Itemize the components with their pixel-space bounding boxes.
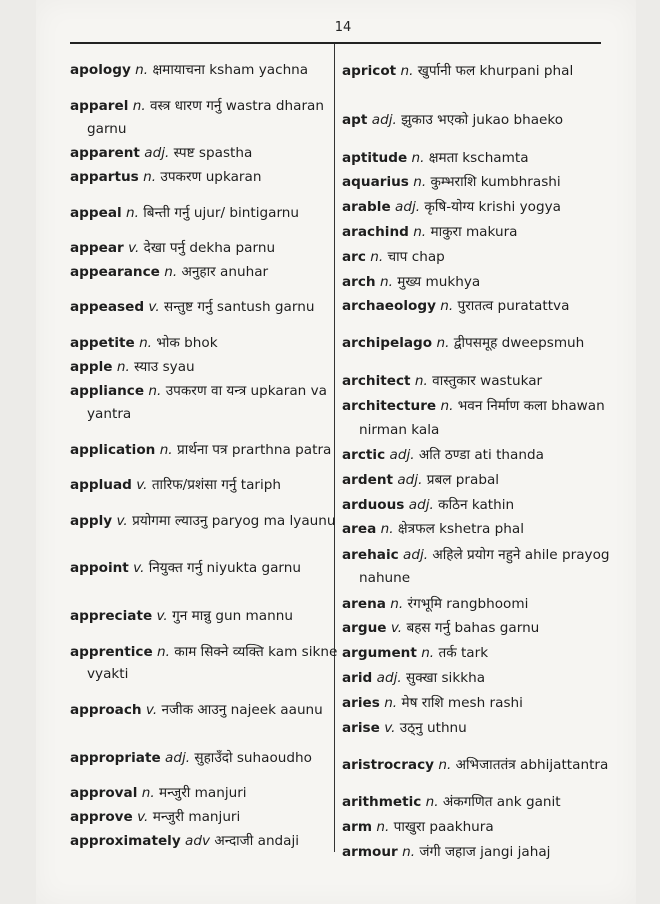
dictionary-entry — [342, 245, 610, 270]
entry-headword: arise — [342, 719, 380, 736]
entry-meaning: नजीक आउनु najeek aaunu — [161, 702, 323, 719]
entry-meaning: अंकगणित ank ganit — [442, 793, 561, 810]
entry-headword: arable — [342, 199, 391, 216]
entry-meaning: झुकाउ भएको jukao bhaeko — [401, 112, 564, 129]
entry-meaning: अभिजाततंत्र abhijattantra — [455, 756, 609, 773]
entry-part-of-speech: adj. — [395, 199, 421, 216]
entry-part-of-speech: n. — [116, 358, 130, 375]
entry-meaning: मन्जुरी manjuri — [158, 785, 247, 802]
entry-meaning: नियुक्त गर्नु niyukta garnu — [148, 560, 302, 577]
header-rule — [70, 42, 601, 44]
entry-headword: apply — [70, 512, 113, 529]
entry-headword: appreciate — [70, 607, 153, 624]
entry-headword: apparent — [70, 145, 140, 162]
entry-headword: approach — [70, 702, 142, 719]
entry-meaning: उठ्नु uthnu — [399, 719, 467, 736]
entry-meaning: क्षमता kschamta — [428, 149, 529, 166]
dictionary-entry — [342, 394, 610, 444]
entry-headword: armour — [342, 843, 398, 860]
entry-meaning: जंगी जहाज jangi jahaj — [419, 843, 551, 860]
entry-meaning: कृषि-योग्य krishi yogya — [424, 199, 561, 216]
entry-meaning: उपकरण वा यन्त्र upkaran va yantra — [87, 382, 327, 422]
entry-meaning: बिन्ती गर्नु ujur/ bintigarnu — [143, 204, 300, 221]
entry-headword: appluad — [70, 477, 132, 494]
dictionary-entry — [70, 237, 338, 261]
entry-meaning: स्याउ syau — [134, 358, 195, 375]
entry-meaning: मुख्य mukhya — [397, 273, 481, 290]
entry-headword: approval — [70, 785, 138, 802]
entry-part-of-speech: n. — [413, 223, 427, 240]
dictionary-entry — [70, 142, 338, 166]
entry-part-of-speech: n. — [376, 818, 390, 835]
entry-meaning: गुन मान्नु gun mannu — [172, 607, 293, 624]
entry-part-of-speech: n. — [414, 372, 428, 389]
entry-headword: argument — [342, 645, 417, 662]
entry-part-of-speech: n. — [380, 521, 394, 538]
dictionary-entry — [70, 592, 338, 639]
entry-meaning: तर्क tark — [438, 645, 489, 662]
dictionary-entry — [70, 331, 338, 355]
entry-meaning: प्रबल prabal — [426, 471, 500, 488]
entry-part-of-speech: n. — [400, 62, 414, 79]
entry-part-of-speech: v. — [133, 560, 145, 577]
page-number: 14 — [334, 20, 352, 35]
entry-headword: arduous — [342, 496, 405, 513]
entry-part-of-speech: adv — [185, 832, 211, 849]
entry-part-of-speech: adj. — [403, 546, 429, 563]
dictionary-entry — [342, 47, 610, 97]
dictionary-entry — [342, 270, 610, 295]
dictionary-entry — [342, 97, 610, 147]
entry-meaning: पुरातत्व puratattva — [457, 298, 570, 315]
entry-headword: approximately — [70, 832, 181, 849]
entry-meaning: काम सिक्ने व्यक्ति kam sikne vyakti — [87, 643, 338, 683]
entry-headword: argue — [342, 620, 387, 637]
dictionary-entry — [342, 815, 610, 840]
entry-headword: arena — [342, 595, 386, 612]
dictionary-entry — [342, 543, 610, 593]
dictionary-entry — [70, 284, 338, 331]
left-column — [70, 47, 338, 897]
entry-meaning: पाखुरा paakhura — [393, 818, 494, 835]
entry-part-of-speech: v. — [384, 719, 396, 736]
dictionary-entry — [70, 782, 338, 806]
entry-meaning: वास्तुकार wastukar — [432, 372, 543, 389]
entry-headword: architecture — [342, 397, 437, 414]
entry-part-of-speech: v. — [116, 512, 128, 529]
dictionary-entry — [70, 94, 338, 141]
dictionary-entry — [342, 667, 610, 692]
entry-headword: apprentice — [70, 643, 153, 660]
entry-part-of-speech: n. — [440, 397, 454, 414]
entry-part-of-speech: adj. — [376, 670, 402, 687]
dictionary-entry — [342, 741, 610, 791]
dictionary-page — [36, 0, 636, 904]
right-column — [342, 47, 610, 897]
entry-meaning: वस्त्र धारण गर्नु wastra dharan garnu — [87, 98, 324, 138]
entry-part-of-speech: n. — [135, 62, 149, 79]
dictionary-entry — [342, 790, 610, 815]
dictionary-entry — [70, 355, 338, 379]
entry-meaning: प्रार्थना पत्र prarthna patra — [176, 441, 332, 458]
entry-part-of-speech: adj. — [165, 749, 191, 766]
entry-headword: appartus — [70, 169, 139, 186]
entry-part-of-speech: v. — [136, 477, 148, 494]
dictionary-entry — [70, 260, 338, 284]
entry-headword: arachind — [342, 223, 409, 240]
dictionary-entry — [70, 379, 338, 426]
entry-headword: apple — [70, 358, 113, 375]
dictionary-entry — [342, 320, 610, 370]
entry-meaning: द्वीपसमूह dweepsmuh — [453, 335, 585, 352]
dictionary-entry — [342, 369, 610, 394]
entry-part-of-speech: n. — [132, 98, 146, 115]
entry-meaning: अनुहार anuhar — [181, 263, 269, 280]
entry-part-of-speech: v. — [390, 620, 403, 637]
entry-part-of-speech: n. — [413, 174, 427, 191]
entry-headword: appeased — [70, 299, 145, 316]
entry-headword: ardent — [342, 471, 394, 488]
entry-part-of-speech: n. — [384, 694, 398, 711]
entry-part-of-speech: v. — [148, 299, 160, 316]
entry-headword: appetite — [70, 334, 135, 351]
entry-headword: arehaic — [342, 546, 399, 563]
entry-headword: apt — [342, 112, 368, 129]
entry-meaning: तारिफ/प्रशंसा गर्नु tariph — [151, 477, 282, 494]
entry-part-of-speech: n. — [157, 643, 170, 660]
entry-meaning: खुर्पानी फल khurpani phal — [417, 62, 574, 79]
entry-headword: aptitude — [342, 149, 408, 166]
entry-part-of-speech: n. — [411, 149, 425, 166]
entry-part-of-speech: v. — [156, 607, 168, 624]
entry-part-of-speech: n. — [143, 169, 157, 186]
dictionary-entry — [70, 545, 338, 592]
entry-headword: appoint — [70, 560, 129, 577]
dictionary-entry — [342, 493, 610, 518]
entry-part-of-speech: n. — [402, 843, 416, 860]
dictionary-entry — [342, 617, 610, 642]
entry-headword: arid — [342, 670, 373, 687]
dictionary-entry — [70, 687, 338, 734]
entry-headword: appliance — [70, 382, 145, 399]
dictionary-entry — [70, 734, 338, 781]
entry-headword: appeal — [70, 204, 122, 221]
entry-part-of-speech: n. — [425, 793, 439, 810]
entry-headword: architect — [342, 372, 411, 389]
entry-part-of-speech: v. — [145, 702, 158, 719]
entry-meaning: कुम्भराशि kumbhrashi — [430, 174, 561, 191]
entry-headword: appear — [70, 240, 124, 257]
entry-part-of-speech: n. — [379, 273, 393, 290]
dictionary-entry — [342, 691, 610, 716]
entry-headword: apparel — [70, 98, 129, 115]
entry-part-of-speech: v. — [128, 240, 140, 257]
entry-meaning: भोक bhok — [156, 334, 218, 351]
dictionary-entry — [342, 518, 610, 543]
entry-meaning: प्रयोगमा ल्याउनु paryog ma lyaunu — [132, 512, 336, 529]
entry-headword: apology — [70, 62, 131, 79]
entry-part-of-speech: n. — [141, 785, 155, 802]
entry-headword: arm — [342, 818, 373, 835]
entry-meaning: कठिन kathin — [438, 496, 515, 513]
entry-meaning: अन्दाजी andaji — [214, 832, 300, 849]
entry-part-of-speech: adj. — [144, 145, 170, 162]
dictionary-entry — [70, 474, 338, 498]
dictionary-entry — [70, 829, 338, 853]
entry-headword: arctic — [342, 447, 386, 463]
entry-part-of-speech: n. — [421, 645, 435, 662]
entry-part-of-speech: n. — [164, 263, 178, 280]
entry-part-of-speech: n. — [438, 756, 452, 773]
dictionary-entry — [70, 426, 338, 473]
entry-meaning: चाप chap — [387, 248, 445, 265]
dictionary-entry — [70, 497, 338, 544]
dictionary-entry — [342, 468, 610, 493]
entry-headword: appropriate — [70, 749, 161, 766]
entry-meaning: बहस गर्नु bahas garnu — [406, 620, 540, 637]
entry-meaning: उपकरण upkaran — [160, 169, 262, 186]
entry-meaning: सुहाउँदो suhaoudho — [194, 749, 312, 766]
entry-meaning: स्पष्ट spastha — [173, 145, 253, 162]
entry-part-of-speech: adj. — [397, 471, 423, 488]
entry-meaning: माकुरा makura — [430, 223, 518, 240]
entry-part-of-speech: n. — [159, 441, 173, 458]
entry-headword: aries — [342, 694, 380, 711]
entry-part-of-speech: adj. — [408, 496, 434, 513]
entry-part-of-speech: n. — [139, 334, 152, 351]
entry-headword: area — [342, 521, 377, 538]
entry-meaning: देखा पर्नु dekha parnu — [143, 240, 276, 257]
entry-part-of-speech: n. — [148, 382, 162, 399]
entry-meaning: अति ठण्डा ati thanda — [418, 447, 544, 463]
entry-part-of-speech: n. — [440, 298, 454, 315]
dictionary-entry — [342, 716, 610, 741]
entry-headword: appearance — [70, 263, 160, 280]
entry-part-of-speech: n. — [436, 335, 450, 352]
dictionary-entry — [70, 166, 338, 190]
entry-meaning: मन्जुरी manjuri — [152, 809, 241, 825]
dictionary-entry — [342, 642, 610, 667]
entry-headword: arch — [342, 273, 376, 290]
entry-meaning: रंगभूमि rangbhoomi — [407, 595, 529, 612]
entry-headword: application — [70, 441, 156, 458]
entry-meaning: सुक्खा sikkha — [406, 670, 486, 687]
dictionary-entry — [342, 592, 610, 617]
entry-part-of-speech: n. — [390, 595, 404, 612]
entry-headword: archaeology — [342, 298, 436, 315]
entry-meaning: भवन निर्माण कला bhawan nirman kala — [359, 397, 605, 438]
dictionary-entry — [70, 640, 338, 687]
entry-headword: apricot — [342, 62, 397, 79]
entry-meaning: क्षमायाचना ksham yachna — [152, 62, 309, 79]
entry-meaning: अहिले प्रयोग नहुने ahile prayog nahune — [359, 546, 610, 587]
entry-part-of-speech: adj. — [371, 112, 397, 129]
entry-meaning: सन्तुष्ट गर्नु santush garnu — [164, 299, 315, 316]
entry-headword: arithmetic — [342, 793, 422, 810]
entry-part-of-speech: n. — [370, 248, 384, 265]
entry-headword: archipelago — [342, 335, 433, 352]
entry-headword: aristrocracy — [342, 756, 435, 773]
entry-headword: arc — [342, 248, 366, 265]
entry-headword: approve — [70, 809, 133, 825]
dictionary-entry — [342, 196, 610, 221]
entry-part-of-speech: adj. — [389, 447, 415, 463]
entry-headword: aquarius — [342, 174, 409, 191]
dictionary-entry — [342, 444, 610, 469]
dictionary-entry — [342, 840, 610, 865]
entry-meaning: मेष राशि mesh rashi — [401, 694, 523, 711]
dictionary-entry — [342, 295, 610, 320]
dictionary-entry — [70, 47, 338, 94]
dictionary-entry — [70, 806, 338, 830]
dictionary-entry — [342, 146, 610, 171]
entry-part-of-speech: n. — [126, 204, 139, 221]
entry-part-of-speech: v. — [137, 809, 149, 825]
dictionary-entry — [70, 189, 338, 236]
entry-meaning: क्षेत्रफल kshetra phal — [397, 521, 524, 538]
dictionary-entry — [342, 220, 610, 245]
dictionary-entry — [342, 171, 610, 196]
